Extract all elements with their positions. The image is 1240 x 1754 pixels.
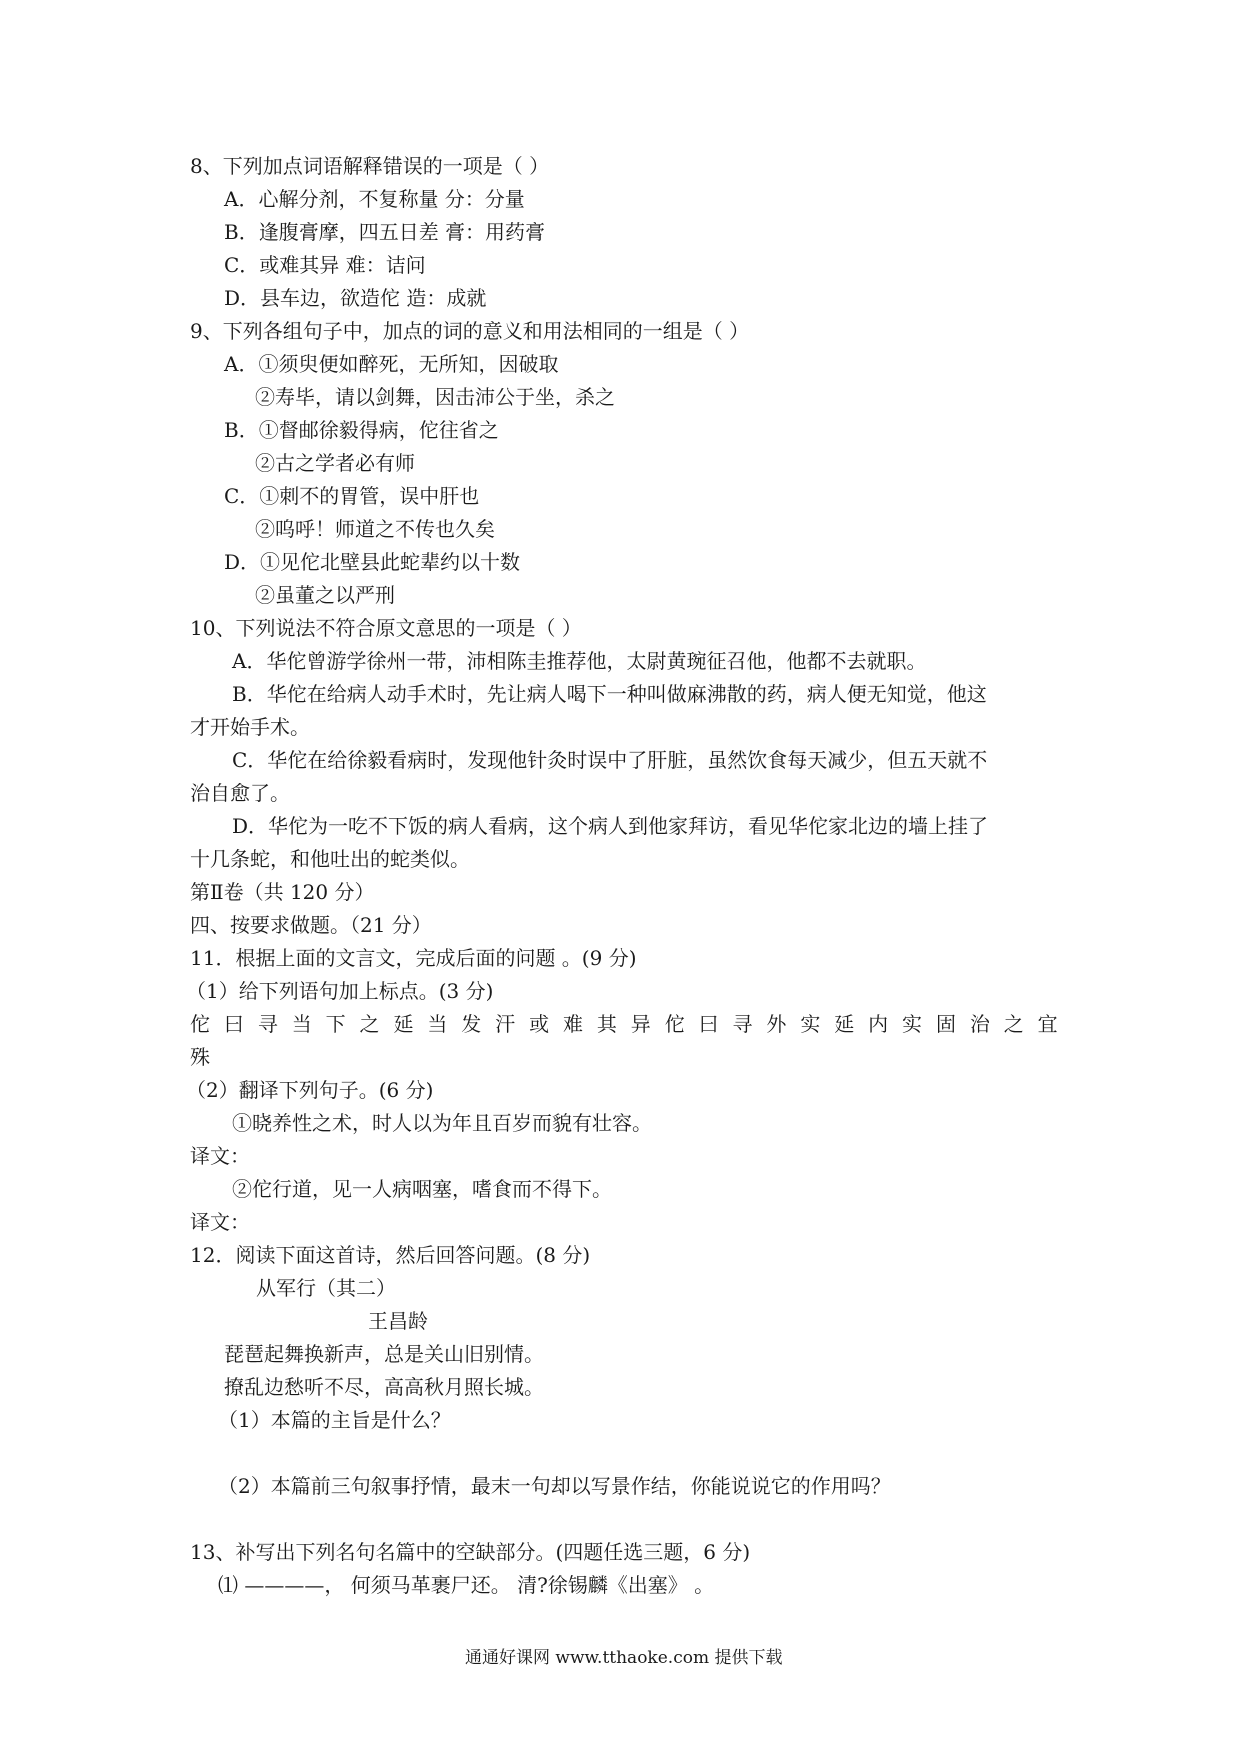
char: 佗 xyxy=(190,1012,210,1036)
q11-punctuation-line xyxy=(190,1011,1058,1037)
q10-option-c-line1: C．华佗在给徐毅看病时，发现他针灸时误中了肝脏，虽然饮食每天减少，但五天就不 xyxy=(232,748,988,772)
q11-stem: 11．根据上面的文言文，完成后面的问题 。(9 分) xyxy=(190,946,637,970)
q13-stem: 13、补写出下列名句名篇中的空缺部分。(四题任选三题，6 分) xyxy=(190,1540,751,1564)
q10-option-d-line2: 十几条蛇，和他吐出的蛇类似。 xyxy=(190,847,470,871)
q9-option-b2: ②古之学者必有师 xyxy=(255,451,415,475)
char: 延 xyxy=(393,1012,414,1036)
char: 当 xyxy=(427,1012,448,1036)
q8-option-b: B．逢腹膏摩，四五日差 膏：用药膏 xyxy=(224,220,546,244)
q9-option-a1: A．①须臾便如醉死，无所知，因破取 xyxy=(224,352,559,376)
char: 治 xyxy=(969,1012,990,1036)
q10-option-b-line1: B．华佗在给病人动手术时，先让病人喝下一种叫做麻沸散的药，病人便无知觉，他这 xyxy=(232,682,987,706)
char: 之 xyxy=(1003,1012,1024,1036)
section-2-heading: 第Ⅱ卷（共 120 分） xyxy=(190,880,375,904)
poem-title: 从军行（其二） xyxy=(256,1276,396,1300)
q8-stem: 8、下列加点词语解释错误的一项是（ ） xyxy=(190,154,550,178)
char: 发 xyxy=(461,1012,482,1036)
char: 内 xyxy=(868,1012,889,1036)
q11-sub2: （2）翻译下列句子。(6 分) xyxy=(186,1078,434,1102)
q10-option-c-line2: 治自愈了。 xyxy=(190,781,290,805)
q8-option-a: A．心解分剂，不复称量 分：分量 xyxy=(224,187,525,211)
q9-option-a2: ②寿毕，请以剑舞，因击沛公于坐，杀之 xyxy=(255,385,615,409)
char: 寻 xyxy=(732,1012,753,1036)
q11-translation-2-label: 译文： xyxy=(190,1210,250,1234)
q11-sentence-2: ②佗行道，见一人病咽塞，嗜食而不得下。 xyxy=(232,1177,612,1201)
q9-option-d1: D．①见佗北壁县此蛇辈约以十数 xyxy=(224,550,521,574)
q10-option-a: A．华佗曾游学徐州一带，沛相陈圭推荐他，太尉黄琬征召他，他都不去就职。 xyxy=(232,649,927,673)
part-4-heading: 四、按要求做题。（21 分） xyxy=(190,913,432,937)
char: 佗 xyxy=(664,1012,685,1036)
poem-line-1: 琵琶起舞换新声，总是关山旧别情。 xyxy=(224,1342,544,1366)
char: 难 xyxy=(562,1012,583,1036)
q9-option-c1: C．①刺不的胃管，误中肝也 xyxy=(224,484,480,508)
q11-sub1: （1）给下列语句加上标点。(3 分) xyxy=(186,979,494,1003)
q8-option-c: C．或难其异 难：诘问 xyxy=(224,253,426,277)
char: 曰 xyxy=(223,1012,244,1036)
char: 下 xyxy=(325,1012,346,1036)
q12-stem: 12．阅读下面这首诗，然后回答问题。(8 分) xyxy=(190,1243,591,1267)
char: 固 xyxy=(935,1012,956,1036)
char: 宜 xyxy=(1037,1012,1058,1036)
char: 汗 xyxy=(495,1012,516,1036)
q12-sub1: （1）本篇的主旨是什么？ xyxy=(218,1408,451,1432)
char: 实 xyxy=(902,1012,923,1036)
char: 异 xyxy=(630,1012,651,1036)
q10-stem: 10、下列说法不符合原文意思的一项是（ ） xyxy=(190,616,582,640)
char: 寻 xyxy=(257,1012,278,1036)
poem-line-2: 撩乱边愁听不尽，高高秋月照长城。 xyxy=(224,1375,544,1399)
q13-item-1: ⑴ ————， 何须马革裹尸还。 清?徐锡麟《出塞》 。 xyxy=(218,1573,715,1597)
char: 其 xyxy=(596,1012,617,1036)
q9-stem: 9、下列各组句子中，加点的词的意义和用法相同的一组是（ ） xyxy=(190,319,750,343)
char: 当 xyxy=(291,1012,312,1036)
q12-sub2: （2）本篇前三句叙事抒情，最末一句却以写景作结，你能说说它的作用吗？ xyxy=(218,1474,891,1498)
char: 实 xyxy=(800,1012,821,1036)
q10-option-b-line2: 才开始手术。 xyxy=(190,715,310,739)
q8-option-d: D．县车边，欲造佗 造：成就 xyxy=(224,286,487,310)
q10-option-d-line1: D．华佗为一吃不下饭的病人看病，这个病人到他家拜访，看见华佗家北边的墙上挂了 xyxy=(232,814,989,838)
page-footer: 通通好课网 www.tthaoke.com 提供下载 xyxy=(465,1648,783,1668)
q11-sentence-1: ①晓养性之术，时人以为年且百岁而貌有壮容。 xyxy=(232,1111,652,1135)
q9-option-b1: B．①督邮徐毅得病，佗往省之 xyxy=(224,418,499,442)
q9-option-d2: ②虽董之以严刑 xyxy=(255,583,395,607)
poem-author: 王昌龄 xyxy=(368,1309,428,1333)
char: 曰 xyxy=(698,1012,719,1036)
char: 外 xyxy=(766,1012,787,1036)
q11-last-char: 殊 xyxy=(190,1045,210,1069)
char: 或 xyxy=(529,1012,550,1036)
char: 延 xyxy=(834,1012,855,1036)
q11-translation-1-label: 译文： xyxy=(190,1144,250,1168)
q9-option-c2: ②呜呼！师道之不传也久矣 xyxy=(255,517,495,541)
char: 之 xyxy=(359,1012,380,1036)
